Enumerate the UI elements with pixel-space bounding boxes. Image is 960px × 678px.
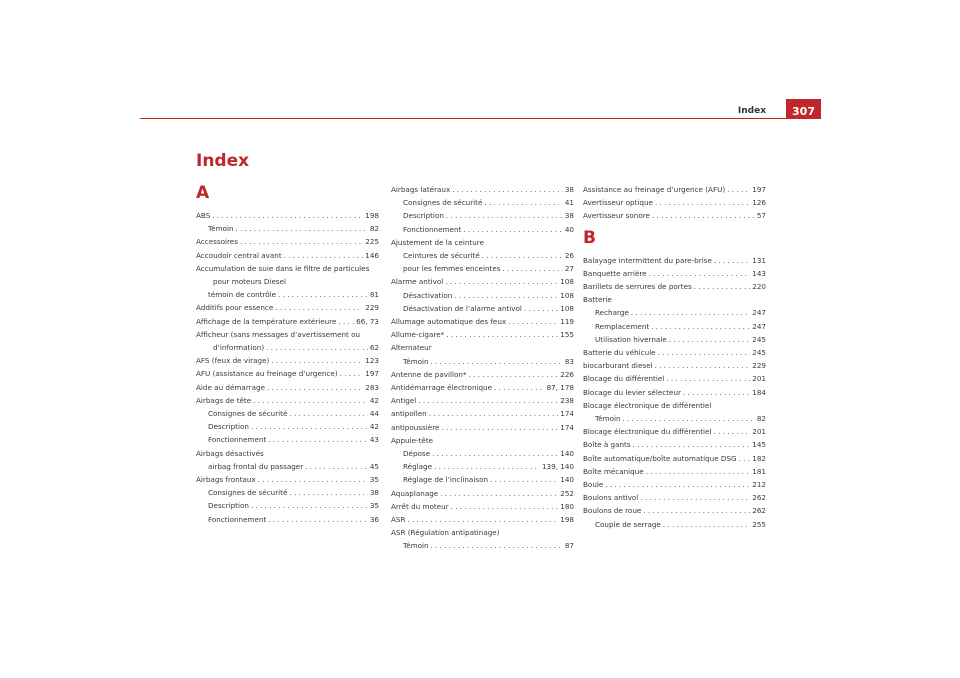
index-entry-label: Blocage du levier sélecteur <box>583 387 681 397</box>
dot-leader <box>663 518 750 531</box>
index-entry <box>196 381 379 394</box>
index-subentry <box>391 302 574 315</box>
dot-leader <box>658 346 751 359</box>
index-entry-label: Affichage de la température extérieure <box>196 316 337 326</box>
index-entry-label: Fonctionnement <box>403 224 462 234</box>
index-page-ref: 174 <box>560 409 574 419</box>
index-entry-label: Recharge <box>595 308 629 318</box>
index-entry <box>583 491 766 504</box>
index-entry-label: Airbags désactivés <box>196 448 264 458</box>
index-entry-label: Utilisation hivernale <box>595 334 667 344</box>
index-entry-label: Avertisseur sonore <box>583 211 650 221</box>
index-entry-label: Accoudoir central avant <box>196 250 282 260</box>
index-page-ref: 212 <box>752 480 766 490</box>
index-page-ref: 197 <box>365 369 379 379</box>
index-page-ref: 87, 178 <box>546 383 574 393</box>
index-page-ref: 108 <box>560 290 574 300</box>
index-entry <box>196 473 379 486</box>
index-page-ref: 247 <box>752 308 766 318</box>
index-page-ref: 38 <box>564 211 574 221</box>
index-page-ref: 43 <box>369 435 379 445</box>
dot-leader <box>655 196 750 209</box>
index-page-ref: 42 <box>369 422 379 432</box>
index-entry-label: témoin de contrôle <box>208 290 277 300</box>
dot-leader <box>271 354 363 367</box>
index-entry-label: Témoin <box>595 414 621 424</box>
index-page-ref: 245 <box>752 348 766 358</box>
index-page-ref: 108 <box>560 277 574 287</box>
dot-leader <box>490 473 558 486</box>
index-page-ref: 198 <box>365 211 379 220</box>
index-entry-label: Blocage du différentiel <box>583 374 665 384</box>
index-entry-label: Antidémarrage électronique <box>391 383 493 393</box>
index-entry-label: Consignes de sécurité <box>208 409 288 419</box>
dot-leader <box>524 302 558 315</box>
index-entry-label: biocarburant diesel <box>583 361 653 371</box>
dot-leader <box>484 196 562 209</box>
index-letter-heading: B <box>583 227 596 248</box>
index-entry <box>583 254 766 267</box>
index-page-ref: 143 <box>752 268 766 278</box>
index-entry-label: Fonctionnement <box>208 435 267 445</box>
index-page-ref: 255 <box>752 519 766 529</box>
index-entry-label: airbag frontal du passager <box>208 461 304 471</box>
index-entry-label: Témoin <box>403 356 429 366</box>
index-entry-label: Réglage <box>403 462 433 472</box>
dot-leader <box>649 267 751 280</box>
index-subentry <box>583 333 766 346</box>
index-column-2 <box>391 183 574 553</box>
index-entry-label: Balayage intermittent du pare-brise <box>583 255 712 265</box>
index-page-ref: 62 <box>369 343 379 353</box>
index-subentry <box>196 420 379 433</box>
index-subentry <box>196 288 379 301</box>
index-entry-label: Ajustement de la ceinture <box>391 237 485 247</box>
index-entry <box>196 447 379 460</box>
index-page-ref: 182 <box>752 453 766 463</box>
index-page-ref: 119 <box>560 317 574 327</box>
dot-leader <box>212 209 363 222</box>
index-entry <box>583 425 766 438</box>
index-entry-label: Arrêt du moteur <box>391 501 449 511</box>
index-page-ref: 35 <box>369 501 379 511</box>
index-page-ref: 184 <box>752 387 766 397</box>
index-entry <box>391 275 574 288</box>
index-page-ref: 41 <box>564 198 574 208</box>
index-entry <box>196 328 379 341</box>
index-entry-label: Description <box>208 501 249 511</box>
index-entry <box>391 487 574 500</box>
index-column-3 <box>583 183 766 531</box>
dot-leader <box>278 288 368 301</box>
index-column-1 <box>196 183 379 526</box>
index-entry <box>583 359 766 372</box>
index-entry <box>391 236 574 249</box>
index-page-ref: 36 <box>369 514 379 524</box>
dot-leader <box>666 372 750 385</box>
dot-leader <box>268 433 368 446</box>
index-subentry <box>391 447 574 460</box>
index-entry <box>391 315 574 328</box>
dot-leader <box>253 394 368 407</box>
dot-leader <box>432 447 558 460</box>
index-page-ref: 225 <box>365 237 379 247</box>
index-page-ref: 45 <box>369 461 379 471</box>
index-page-ref: 81 <box>369 290 379 300</box>
index-subentry <box>391 539 574 552</box>
dot-leader <box>640 491 750 504</box>
index-entry <box>583 399 766 412</box>
index-entry-label: Allume-cigare* <box>391 330 445 340</box>
index-subentry <box>391 262 574 275</box>
index-subentry <box>391 460 574 473</box>
index-entry-label: Fonctionnement <box>208 514 267 524</box>
index-page-ref: 35 <box>369 475 379 485</box>
index-page-ref: 174 <box>560 422 574 432</box>
dot-leader <box>446 328 558 341</box>
index-entry-label: Désactivation <box>403 290 453 300</box>
index-entry <box>196 262 379 275</box>
index-entry <box>391 368 574 381</box>
index-entry-label: Appuie-tête <box>391 435 434 445</box>
index-entry-label: ABS <box>196 211 211 220</box>
index-entry <box>391 421 574 434</box>
index-page-ref: 27 <box>564 264 574 274</box>
index-page-ref: 283 <box>365 382 379 392</box>
index-entry-label: pour les femmes enceintes <box>403 264 501 274</box>
dot-leader <box>338 315 354 328</box>
header-rule <box>140 118 821 119</box>
dot-leader <box>267 381 363 394</box>
index-entry-label: Banquette arrière <box>583 268 647 278</box>
index-subentry <box>391 355 574 368</box>
index-subentry <box>583 412 766 425</box>
index-entry <box>391 526 574 539</box>
dot-leader <box>441 421 558 434</box>
index-entry <box>583 196 766 209</box>
index-entry-label: Assistance au freinage d’urgence (AFU) <box>583 185 726 194</box>
dot-leader <box>418 394 558 407</box>
index-entry <box>196 275 379 288</box>
index-subentry <box>391 249 574 262</box>
index-entry <box>196 367 379 380</box>
index-entry <box>583 280 766 293</box>
index-page-ref: 145 <box>752 440 766 450</box>
dot-leader <box>289 486 367 499</box>
header-section-title: Index <box>737 106 766 116</box>
index-entry-label: Alarme antivol <box>391 277 444 287</box>
dot-leader <box>727 183 750 196</box>
index-page-ref: 38 <box>369 488 379 498</box>
dot-leader <box>694 280 751 293</box>
index-entry-label: Aquaplanage <box>391 488 439 498</box>
index-entry <box>583 293 766 306</box>
dot-leader <box>508 315 558 328</box>
index-subentry <box>196 407 379 420</box>
index-page-ref: 42 <box>369 395 379 405</box>
index-entry-label: Boîte automatique/boîte automatique DSG <box>583 453 737 463</box>
index-entry <box>196 315 379 328</box>
index-subentry <box>391 223 574 236</box>
index-entry-label: Alternateur <box>391 343 432 353</box>
index-page-ref: 220 <box>752 282 766 292</box>
index-entry-label: ASR (Régulation antipatinage) <box>391 528 500 538</box>
index-entry <box>583 504 766 517</box>
index-page-ref: 262 <box>752 493 766 503</box>
dot-leader <box>469 368 559 381</box>
index-entry-label: Boulons antivol <box>583 493 639 503</box>
index-entry <box>391 183 574 196</box>
index-entry <box>391 381 574 394</box>
index-entry-label: ASR <box>391 515 406 525</box>
index-page-ref: 131 <box>752 255 766 265</box>
index-page-ref: 226 <box>560 369 574 379</box>
index-page-ref: 108 <box>560 303 574 313</box>
dot-leader <box>429 407 559 420</box>
index-entry-label: Avertisseur optique <box>583 198 653 208</box>
dot-leader <box>446 209 563 222</box>
index-entry <box>583 209 766 222</box>
index-entry-label: antipoussière <box>391 422 440 432</box>
index-entry-label: Airbags frontaux <box>196 475 256 485</box>
index-page-ref: 57 <box>756 211 766 221</box>
index-entry-label: Remplacement <box>595 321 650 331</box>
dot-leader <box>407 513 558 526</box>
index-subentry <box>196 513 379 526</box>
dot-leader <box>451 500 559 513</box>
index-page-ref: 201 <box>752 374 766 384</box>
index-entry-label: pour moteurs Diesel <box>213 277 287 287</box>
dot-leader <box>643 504 750 517</box>
index-entry-label: AFS (feux de virage) <box>196 356 270 366</box>
index-entry-label: Aide au démarrage <box>196 382 265 392</box>
index-entry <box>196 354 379 367</box>
index-entry-label: Témoin <box>403 541 429 551</box>
index-entry-label: Airbags de tête <box>196 395 252 405</box>
index-entry-label: Consignes de sécurité <box>208 488 288 498</box>
index-entry <box>583 386 766 399</box>
index-page-ref: 201 <box>752 427 766 437</box>
index-entry-label: Témoin <box>208 224 234 234</box>
index-entry-label: Barillets de serrures de portes <box>583 282 692 292</box>
index-entry-label: Batterie du véhicule <box>583 348 656 358</box>
index-entry-label: Réglage de l’inclinaison <box>403 475 489 485</box>
index-entry-label: Boîte à gants <box>583 440 631 450</box>
dot-leader <box>431 539 563 552</box>
index-page-ref: 139, 140 <box>541 462 574 472</box>
dot-leader <box>713 425 750 438</box>
dot-leader <box>251 420 368 433</box>
index-entry-label: Ceintures de sécurité <box>403 251 480 261</box>
index-entry-label: Batterie <box>583 295 612 305</box>
dot-leader <box>452 183 563 196</box>
index-entry <box>583 452 766 465</box>
dot-leader <box>251 499 368 512</box>
index-entry <box>391 513 574 526</box>
index-entry-label: Blocage électronique du différentiel <box>583 427 712 437</box>
dot-leader <box>651 320 750 333</box>
dot-leader <box>652 209 755 222</box>
index-entry <box>391 500 574 513</box>
dot-leader <box>284 249 364 262</box>
index-page-ref: 40 <box>564 224 574 234</box>
index-entry-label: Boîte mécanique <box>583 466 644 476</box>
index-subentry <box>391 473 574 486</box>
index-page-ref: 140 <box>560 475 574 485</box>
index-entry <box>196 394 379 407</box>
index-subentry <box>196 486 379 499</box>
index-entry <box>391 434 574 447</box>
index-entry-label: Additifs pour essence <box>196 303 274 313</box>
index-entry <box>583 372 766 385</box>
dot-leader <box>605 478 750 491</box>
index-subentry <box>391 209 574 222</box>
index-entry <box>391 341 574 354</box>
index-entry <box>391 407 574 420</box>
index-entry-label: d’information) <box>213 343 265 353</box>
index-entry-label: Couple de serrage <box>595 519 661 529</box>
index-page-ref: 245 <box>752 334 766 344</box>
index-entry-label: Désactivation de l’alarme antivol <box>403 303 522 313</box>
index-page-ref: 252 <box>560 488 574 498</box>
index-page-ref: 38 <box>564 185 574 194</box>
index-subentry <box>391 196 574 209</box>
index-subentry <box>196 222 379 235</box>
index-page-ref: 180 <box>560 501 574 511</box>
index-entry <box>583 478 766 491</box>
index-entry-label: antipollen <box>391 409 427 419</box>
dot-leader <box>683 386 750 399</box>
index-entry <box>391 328 574 341</box>
index-page-ref: 197 <box>752 185 766 194</box>
index-entry <box>583 346 766 359</box>
index-page-ref: 83 <box>564 356 574 366</box>
dot-leader <box>266 341 368 354</box>
index-entry <box>391 394 574 407</box>
dot-leader <box>503 262 563 275</box>
index-subentry <box>583 306 766 319</box>
index-subentry <box>196 499 379 512</box>
dot-leader <box>482 249 563 262</box>
index-page-ref: 123 <box>365 356 379 366</box>
index-page-ref: 26 <box>564 251 574 261</box>
index-page-ref: 247 <box>752 321 766 331</box>
dot-leader <box>445 275 558 288</box>
index-page-ref: 82 <box>756 414 766 424</box>
index-entry <box>196 209 379 222</box>
index-entry-label: Blocage électronique de différentiel <box>583 400 712 410</box>
index-entry-label: Boule <box>583 480 604 490</box>
index-entry-label: Accessoires <box>196 237 238 247</box>
index-entry-label: Allumage automatique des feux <box>391 317 507 327</box>
index-entry-label: Boulons de roue <box>583 506 642 516</box>
dot-leader <box>623 412 755 425</box>
index-page-ref: 198 <box>560 515 574 525</box>
dot-leader <box>434 460 540 473</box>
index-entry-label: Consignes de sécurité <box>403 198 483 208</box>
dot-leader <box>289 407 367 420</box>
index-entry-label: Airbags latéraux <box>391 185 451 194</box>
index-entry-label: AFU (assistance au freinage d’urgence) <box>196 369 338 379</box>
dot-leader <box>631 306 750 319</box>
index-page-ref: 238 <box>560 396 574 406</box>
index-subentry <box>583 320 766 333</box>
index-entry <box>583 183 766 196</box>
dot-leader <box>714 254 750 267</box>
index-entry-label: Antigel <box>391 396 417 406</box>
index-entry-label: Antenne de pavillon* <box>391 369 467 379</box>
index-letter-heading: A <box>196 183 210 203</box>
dot-leader <box>454 289 558 302</box>
index-entry <box>196 301 379 314</box>
index-page-ref: 82 <box>369 224 379 234</box>
dot-leader <box>268 513 368 526</box>
index-entry-label: Description <box>403 211 444 221</box>
dot-leader <box>305 460 368 473</box>
index-entry <box>583 438 766 451</box>
index-page-ref: 126 <box>752 198 766 208</box>
index-page-ref: 155 <box>560 330 574 340</box>
index-entry-label: Description <box>208 422 249 432</box>
index-entry <box>196 235 379 248</box>
index-page-ref: 66, 73 <box>356 316 379 326</box>
index-entry <box>583 267 766 280</box>
dot-leader <box>739 452 751 465</box>
index-entry <box>196 341 379 354</box>
index-page-ref: 146 <box>365 250 379 260</box>
index-subentry <box>196 460 379 473</box>
dot-leader <box>258 473 368 486</box>
index-page-ref: 87 <box>564 541 574 551</box>
dot-leader <box>275 301 363 314</box>
dot-leader <box>669 333 751 346</box>
index-entry-label: Afficheur (sans messages d’avertissement ou <box>196 329 361 339</box>
index-page-ref: 44 <box>369 409 379 419</box>
dot-leader <box>494 381 545 394</box>
dot-leader <box>440 487 558 500</box>
page-number-badge: 307 <box>786 99 821 119</box>
index-entry-label: Dépose <box>403 449 431 459</box>
index-entry <box>583 465 766 478</box>
dot-leader <box>463 223 563 236</box>
dot-leader <box>240 235 363 248</box>
index-subentry <box>196 433 379 446</box>
index-page-ref: 181 <box>752 466 766 476</box>
index-entry <box>196 249 379 262</box>
index-subentry <box>583 518 766 531</box>
index-page-ref: 140 <box>560 449 574 459</box>
dot-leader <box>236 222 368 235</box>
index-page-ref: 229 <box>752 361 766 371</box>
index-subentry <box>391 289 574 302</box>
dot-leader <box>633 438 751 451</box>
dot-leader <box>646 465 751 478</box>
index-page-ref: 229 <box>365 303 379 313</box>
dot-leader <box>340 367 364 380</box>
dot-leader <box>655 359 751 372</box>
index-page-ref: 262 <box>752 506 766 516</box>
index-entry-label: Accumulation de suie dans le filtre de particules <box>196 263 370 273</box>
index-title: Index <box>196 151 250 171</box>
dot-leader <box>431 355 563 368</box>
